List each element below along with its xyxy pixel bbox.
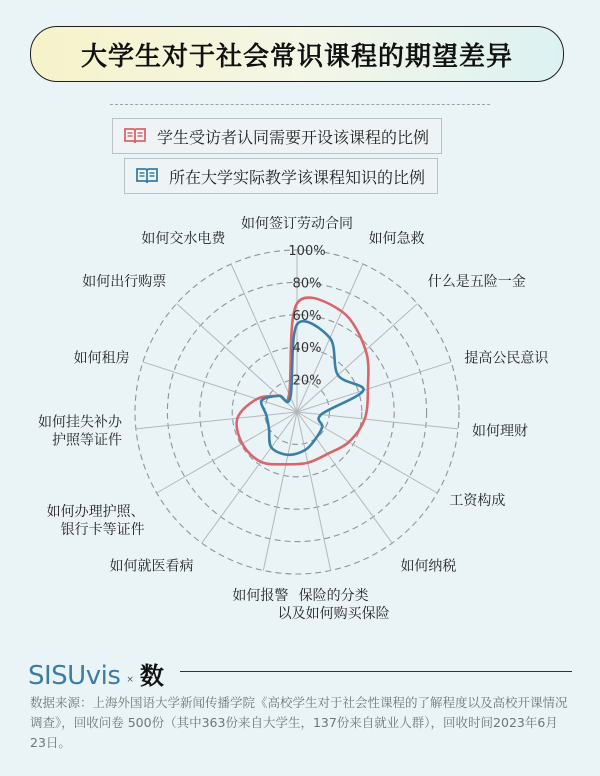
axis-label: 如何理财 [472, 423, 529, 440]
tick-label: 60% [292, 308, 322, 324]
sisuvis-logo: SISUvis [28, 661, 121, 691]
partner-logo: 数 [139, 661, 164, 690]
axis-label: 如何纳税 [400, 558, 457, 575]
axis-label: 如何租房 [73, 350, 130, 367]
axis-label: 如何办理护照、银行卡等证件 [46, 504, 145, 538]
radar-ticks [288, 244, 325, 389]
tick-label: 40% [292, 341, 322, 357]
axis-label: 提高公民意识 [464, 350, 549, 367]
grid-spoke [231, 264, 297, 412]
axis-label: 如何签订劳动合同 [241, 216, 353, 232]
data-source-note: 数据来源：上海外国语大学新闻传播学院《高校学生对于社会性课程的了解程度以及高校开课情况调查》，回收问卷 500份（其中363份来自大学生，137份来自就业人群），回收时间2023年6月23日。 [30, 695, 568, 750]
legend-label-actual: 所在大学实际教学该课程知识的比例 [169, 167, 426, 187]
page-title: 大学生对于社会常识课程的期望差异 [80, 41, 513, 72]
logo [28, 656, 164, 691]
radar-grid [135, 250, 459, 574]
axis-label: 如何就医看病 [109, 558, 194, 575]
axis-label: 如何报警 [232, 588, 289, 605]
grid-spoke [143, 362, 297, 412]
tick-label: 20% [292, 373, 322, 389]
legend-label-expected: 学生受访者认同需要开设该课程的比例 [157, 127, 430, 147]
logo-separator: × [126, 675, 134, 685]
axis-label: 保险的分类以及如何购买保险 [277, 588, 390, 623]
tick-label: 80% [292, 276, 322, 292]
axis-label: 工资构成 [449, 493, 506, 509]
footer-rule [180, 671, 572, 672]
axis-label: 什么是五险一金 [427, 274, 526, 291]
tick-label: 100% [288, 244, 326, 259]
axis-label: 如何交水电费 [141, 231, 226, 248]
axis-label: 如何急救 [368, 231, 425, 248]
axis-label: 如何出行购票 [82, 274, 167, 291]
axis-label: 如何挂失补办护照等证件 [37, 414, 122, 449]
